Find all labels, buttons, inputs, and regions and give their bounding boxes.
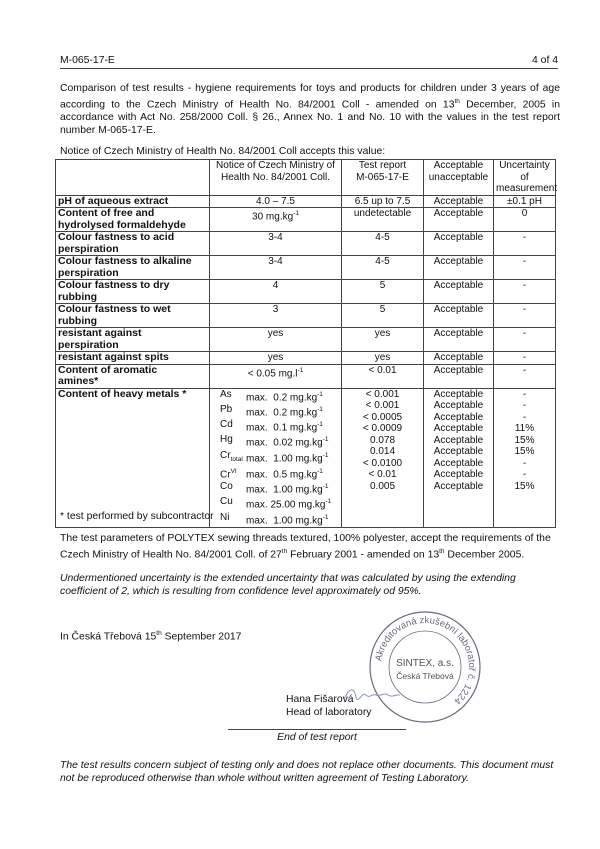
- metal-limit: [238, 481, 339, 496]
- row-label-line: Colour fastness to wet: [58, 303, 171, 315]
- row-label-line: perspiration: [58, 242, 119, 255]
- notice-value-text: 3-4: [268, 232, 283, 243]
- notice-value-text: < 0.05 mg.l: [247, 367, 298, 379]
- end-of-report: End of test report: [228, 729, 406, 743]
- row-uncertainty: 0: [494, 208, 556, 232]
- metal-symbol: [212, 449, 243, 466]
- row-notice-value: [210, 280, 342, 304]
- metal-acceptable: Acceptable: [433, 480, 484, 492]
- table-row: [56, 195, 556, 208]
- metal-limit-sup: -1: [322, 513, 329, 521]
- metal-uncertainty: 15%: [514, 446, 535, 457]
- row-uncertainty: -: [494, 364, 556, 388]
- metal-symbol: [212, 434, 238, 449]
- intro-paragraph: [60, 82, 560, 137]
- metal-limit-sup: -1: [322, 483, 329, 491]
- metal-acceptable: Acceptable: [433, 400, 484, 411]
- metal-symbol-sub: total: [230, 455, 243, 463]
- row-notice-value: [210, 328, 342, 352]
- table-row: [56, 208, 556, 232]
- row-acceptable: Acceptable: [424, 328, 494, 352]
- row-uncertainty: -: [494, 280, 556, 304]
- stamp-company: SINTEX, a.s.: [396, 658, 454, 669]
- notice-value-sup: -1: [293, 210, 299, 217]
- metal-report-value: 0.014: [369, 446, 396, 457]
- notice-line: Notice of Czech Ministry of Health No. 84/2001 Coll accepts this value:: [60, 146, 386, 157]
- row-acceptable: Acceptable: [424, 195, 494, 208]
- header-report-line: M-065-17-E: [356, 171, 409, 183]
- metal-acceptable: Acceptable: [433, 411, 484, 423]
- metal-limit-text: max. 1.00 mg.kg: [246, 484, 323, 496]
- intro-text-2: December, 2005 in accordance with Act No. 258/2000 Coll. § 26., Annex No. 1 and No. 10 with the values in the test report number M-065-17-E.: [60, 99, 561, 137]
- results-table: [55, 159, 556, 528]
- metal-limit: [238, 419, 339, 434]
- row-label: [56, 280, 210, 304]
- metal-uncertainty: -: [522, 400, 527, 411]
- row-report-value: 4-5: [342, 232, 424, 256]
- notice-value-text: 4.0 – 7.5: [256, 195, 295, 207]
- metal-uncertainty: -: [522, 411, 527, 423]
- document-id: M-065-17-E: [60, 55, 115, 66]
- metal-symbol-text: Cr: [220, 469, 231, 481]
- date-text-a: In Česká Třebová 15: [60, 631, 157, 643]
- metal-acceptable: Acceptable: [433, 423, 484, 434]
- row-notice-value: [210, 208, 342, 232]
- header-notice: [210, 160, 342, 196]
- row-acceptable: Acceptable: [424, 280, 494, 304]
- metal-limit-sup: -1: [322, 451, 329, 459]
- notice-value-text: yes: [267, 352, 284, 363]
- metal-symbol: [212, 419, 238, 434]
- disclaimer: The test results concern subject of testing only and does not replace other documents. This document must not be reproduced otherwise than whole without written agreement of Testing Laboratory.: [60, 760, 554, 784]
- row-acceptable: Acceptable: [424, 364, 494, 388]
- row-acceptable: Acceptable: [424, 232, 494, 256]
- metal-uncertainty: -: [522, 469, 527, 480]
- metal-report-value: < 0.001: [365, 400, 400, 411]
- row-report-value: yes: [342, 352, 424, 365]
- row-label-line: pH of aqueous extract: [58, 194, 169, 207]
- row-report-value: undetectable: [342, 208, 424, 232]
- metal-limit-text: max. 0.02 mg.kg: [246, 437, 323, 449]
- row-label: [56, 195, 210, 208]
- metal-uncertainty: 15%: [514, 480, 535, 492]
- row-notice-value: [210, 364, 342, 388]
- row-label-line: resistant against: [58, 327, 142, 339]
- row-label: [56, 232, 210, 256]
- metal-limit: [238, 389, 339, 404]
- row-notice-value: [210, 195, 342, 208]
- row-report-value: yes: [342, 328, 424, 352]
- header-acceptable-line: Acceptable: [433, 160, 484, 171]
- metal-limit-text: max. 1.00 mg.kg: [246, 453, 323, 465]
- metal-limit-sup: -1: [317, 421, 323, 429]
- table-row: [56, 328, 556, 352]
- uncertainty-note: Undermentioned uncertainty is the extended uncertainty that was calculated by using the extending coefficient of 2, which is resulting from confidence level approximately od 95%.: [60, 573, 516, 597]
- row-label: [56, 256, 210, 280]
- intro-sup: th: [454, 98, 460, 105]
- header-uncertainty-line: measurement: [496, 183, 558, 194]
- metal-limit-sup: -1: [317, 390, 323, 398]
- table-row: [56, 352, 556, 365]
- conclusion-sup-1: th: [281, 548, 288, 555]
- row-label-line: Colour fastness to alkaline: [58, 255, 192, 267]
- row-label-line: Content of aromatic: [58, 363, 158, 376]
- metal-symbol-sup: VI: [230, 467, 237, 475]
- metal-report-value: < 0.01: [368, 469, 397, 480]
- notice-value-text: yes: [267, 328, 284, 339]
- metal-limit-text: max. 1.00 mg.kg: [246, 515, 323, 527]
- page-number: 4 of 4: [532, 55, 558, 66]
- metal-acceptable: Acceptable: [433, 446, 484, 457]
- header-acceptable-line: unacceptable: [428, 171, 489, 183]
- row-label-line: rubbing: [58, 314, 98, 327]
- row-label-line: Content of free and: [58, 207, 155, 219]
- heavy-metals-label: Content of heavy metals *: [56, 388, 210, 528]
- metal-symbol: [212, 389, 238, 404]
- row-report-value: < 0.01: [342, 364, 424, 388]
- table-row: [56, 256, 556, 280]
- intro-text-1: Comparison of test results - hygiene requirements for toys and products for children under 3 years of age according to the Czech Ministry of Health No. 84/2001 Coll - amended on 13: [60, 83, 560, 111]
- row-notice-value: [210, 256, 342, 280]
- notice-value-text: 4: [272, 280, 279, 291]
- conclusion-sup-2: th: [439, 548, 445, 555]
- row-label: [56, 364, 210, 388]
- metal-symbol-text: Pb: [220, 403, 233, 415]
- date-line: [60, 630, 241, 642]
- row-uncertainty: -: [494, 304, 556, 328]
- table-row: [56, 280, 556, 304]
- metal-acceptable: Acceptable: [433, 388, 484, 400]
- metal-symbol-text: Cu: [220, 496, 233, 508]
- metal-symbol: [212, 512, 238, 527]
- metal-uncertainty: 15%: [514, 434, 535, 446]
- metal-symbol: [212, 496, 238, 511]
- row-label-line: perspiration: [58, 338, 119, 351]
- conclusion-text-a: The test parameters of POLYTEX sewing threads textured, 100% polyester, accept the requirements of the Czech Ministry of Health No. 84/2001 Coll. of 27: [60, 533, 551, 561]
- row-uncertainty: -: [494, 256, 556, 280]
- conclusion-text-c: December 2005.: [444, 549, 525, 561]
- stamp-ring-text: Akreditovaná zkušební laboratoř č. 1224: [373, 614, 478, 707]
- metal-symbol: [212, 481, 238, 496]
- heavy-metals-acceptable: [424, 388, 494, 528]
- row-acceptable: Acceptable: [424, 256, 494, 280]
- row-report-value: 5: [342, 280, 424, 304]
- row-uncertainty: ±0.1 pH: [494, 195, 556, 208]
- metal-report-value: < 0.0100: [362, 457, 403, 469]
- metal-limit-grid: [212, 389, 339, 528]
- table-row: [56, 232, 556, 256]
- row-notice-value: [210, 352, 342, 365]
- header-empty-cell: [56, 160, 210, 196]
- row-label-line: resistant against spits: [58, 351, 169, 363]
- row-label-line: amines*: [58, 375, 99, 387]
- metal-uncertainty: -: [522, 388, 527, 400]
- metal-report-value: 0.078: [369, 434, 396, 446]
- header-notice-line: Notice of Czech Ministry of: [216, 160, 335, 171]
- row-report-value: 6.5 up to 7.5: [342, 195, 424, 208]
- laboratory-stamp: [366, 608, 484, 726]
- metal-acceptable: Acceptable: [433, 457, 484, 469]
- notice-value-text: 3-4: [268, 256, 283, 267]
- header-report-line: Test report: [358, 160, 407, 171]
- table-row: [56, 304, 556, 328]
- row-label-line: Colour fastness to dry: [58, 279, 170, 291]
- row-label-line: perspiration: [58, 266, 119, 279]
- row-report-value: 5: [342, 304, 424, 328]
- metal-uncertainty: 11%: [514, 423, 535, 434]
- row-label: [56, 304, 210, 328]
- metal-report-value: < 0.001: [365, 388, 400, 400]
- notice-value-text: 30 mg.kg: [252, 211, 294, 223]
- row-uncertainty: -: [494, 352, 556, 365]
- metal-limit: [238, 466, 339, 481]
- metal-limit-sup: -1: [322, 436, 329, 444]
- metal-limit-text: max. 0.2 mg.kg: [246, 391, 318, 403]
- page-header: [60, 55, 558, 69]
- row-notice-value: [210, 232, 342, 256]
- conclusion-paragraph: [60, 532, 560, 561]
- metal-limit-sup: -1: [317, 405, 323, 413]
- row-label-line: rubbing: [58, 290, 98, 303]
- metal-symbol-text: Cr: [220, 449, 231, 461]
- metal-symbol-text: Ni: [220, 511, 230, 523]
- metal-symbol-text: Cd: [220, 419, 233, 431]
- date-sup: th: [156, 630, 162, 637]
- footnote: * test performed by subcontractor: [60, 511, 214, 522]
- header-uncertainty-line: Uncertainty of: [499, 160, 550, 183]
- row-label: [56, 352, 210, 365]
- metal-report-value: < 0.0009: [362, 423, 403, 434]
- metal-limit: [238, 434, 339, 449]
- signatory-block: [286, 693, 371, 719]
- notice-value-text: 3: [272, 304, 279, 315]
- metal-limit-text: max. 0.1 mg.kg: [246, 422, 318, 434]
- stamp-city: Česká Třebová: [396, 671, 454, 681]
- metal-limit-sup: -1: [317, 467, 323, 475]
- metal-limit: [238, 404, 339, 419]
- row-uncertainty: -: [494, 328, 556, 352]
- signatory-title: Head of laboratory: [286, 707, 372, 718]
- date-text-b: September 2017: [161, 631, 242, 643]
- metal-limit: [238, 496, 339, 511]
- row-uncertainty: -: [494, 232, 556, 256]
- conclusion-text-b: February 2001 - amended on 13: [287, 549, 440, 561]
- notice-value-sup: -1: [297, 366, 304, 374]
- metal-limit-text: max. 25.00 mg.kg: [246, 499, 326, 511]
- row-label-line: hydrolysed formaldehyde: [58, 218, 186, 231]
- table-header-row: [56, 160, 556, 196]
- header-uncertainty: [494, 160, 556, 196]
- row-acceptable: Acceptable: [424, 352, 494, 365]
- metal-symbol-text: Co: [220, 481, 233, 493]
- signatory-name: Hana Fišarová: [286, 694, 354, 705]
- metal-report-value: < 0.0005: [362, 411, 403, 423]
- heavy-metals-uncertainty: [494, 388, 556, 528]
- metal-symbol: [212, 466, 238, 481]
- heavy-metals-row: [56, 388, 556, 528]
- metal-report-value: 0.005: [369, 480, 396, 492]
- table-row: [56, 364, 556, 388]
- metal-acceptable: Acceptable: [433, 434, 484, 446]
- metal-symbol-text: Hg: [220, 434, 233, 446]
- metal-limit-sup: -1: [325, 498, 332, 506]
- header-acceptable: [424, 160, 494, 196]
- header-report: [342, 160, 424, 196]
- row-label: [56, 208, 210, 232]
- row-label-line: Colour fastness to acid: [58, 231, 175, 243]
- metal-limit-text: max. 0.2 mg.kg: [246, 407, 318, 419]
- metal-uncertainty: -: [522, 457, 527, 469]
- row-acceptable: Acceptable: [424, 304, 494, 328]
- metal-limit: [238, 450, 339, 466]
- metal-acceptable: Acceptable: [433, 469, 484, 480]
- metal-limit: [238, 512, 339, 527]
- metal-symbol-text: As: [220, 388, 232, 400]
- heavy-metals-limits: [210, 388, 342, 528]
- row-acceptable: Acceptable: [424, 208, 494, 232]
- header-notice-line: Health No. 84/2001 Coll.: [221, 171, 330, 183]
- metal-limit-text: max. 0.5 mg.kg: [246, 469, 318, 481]
- metal-symbol: [212, 404, 238, 419]
- row-report-value: 4-5: [342, 256, 424, 280]
- row-notice-value: [210, 304, 342, 328]
- row-label: [56, 328, 210, 352]
- heavy-metals-report: [342, 388, 424, 528]
